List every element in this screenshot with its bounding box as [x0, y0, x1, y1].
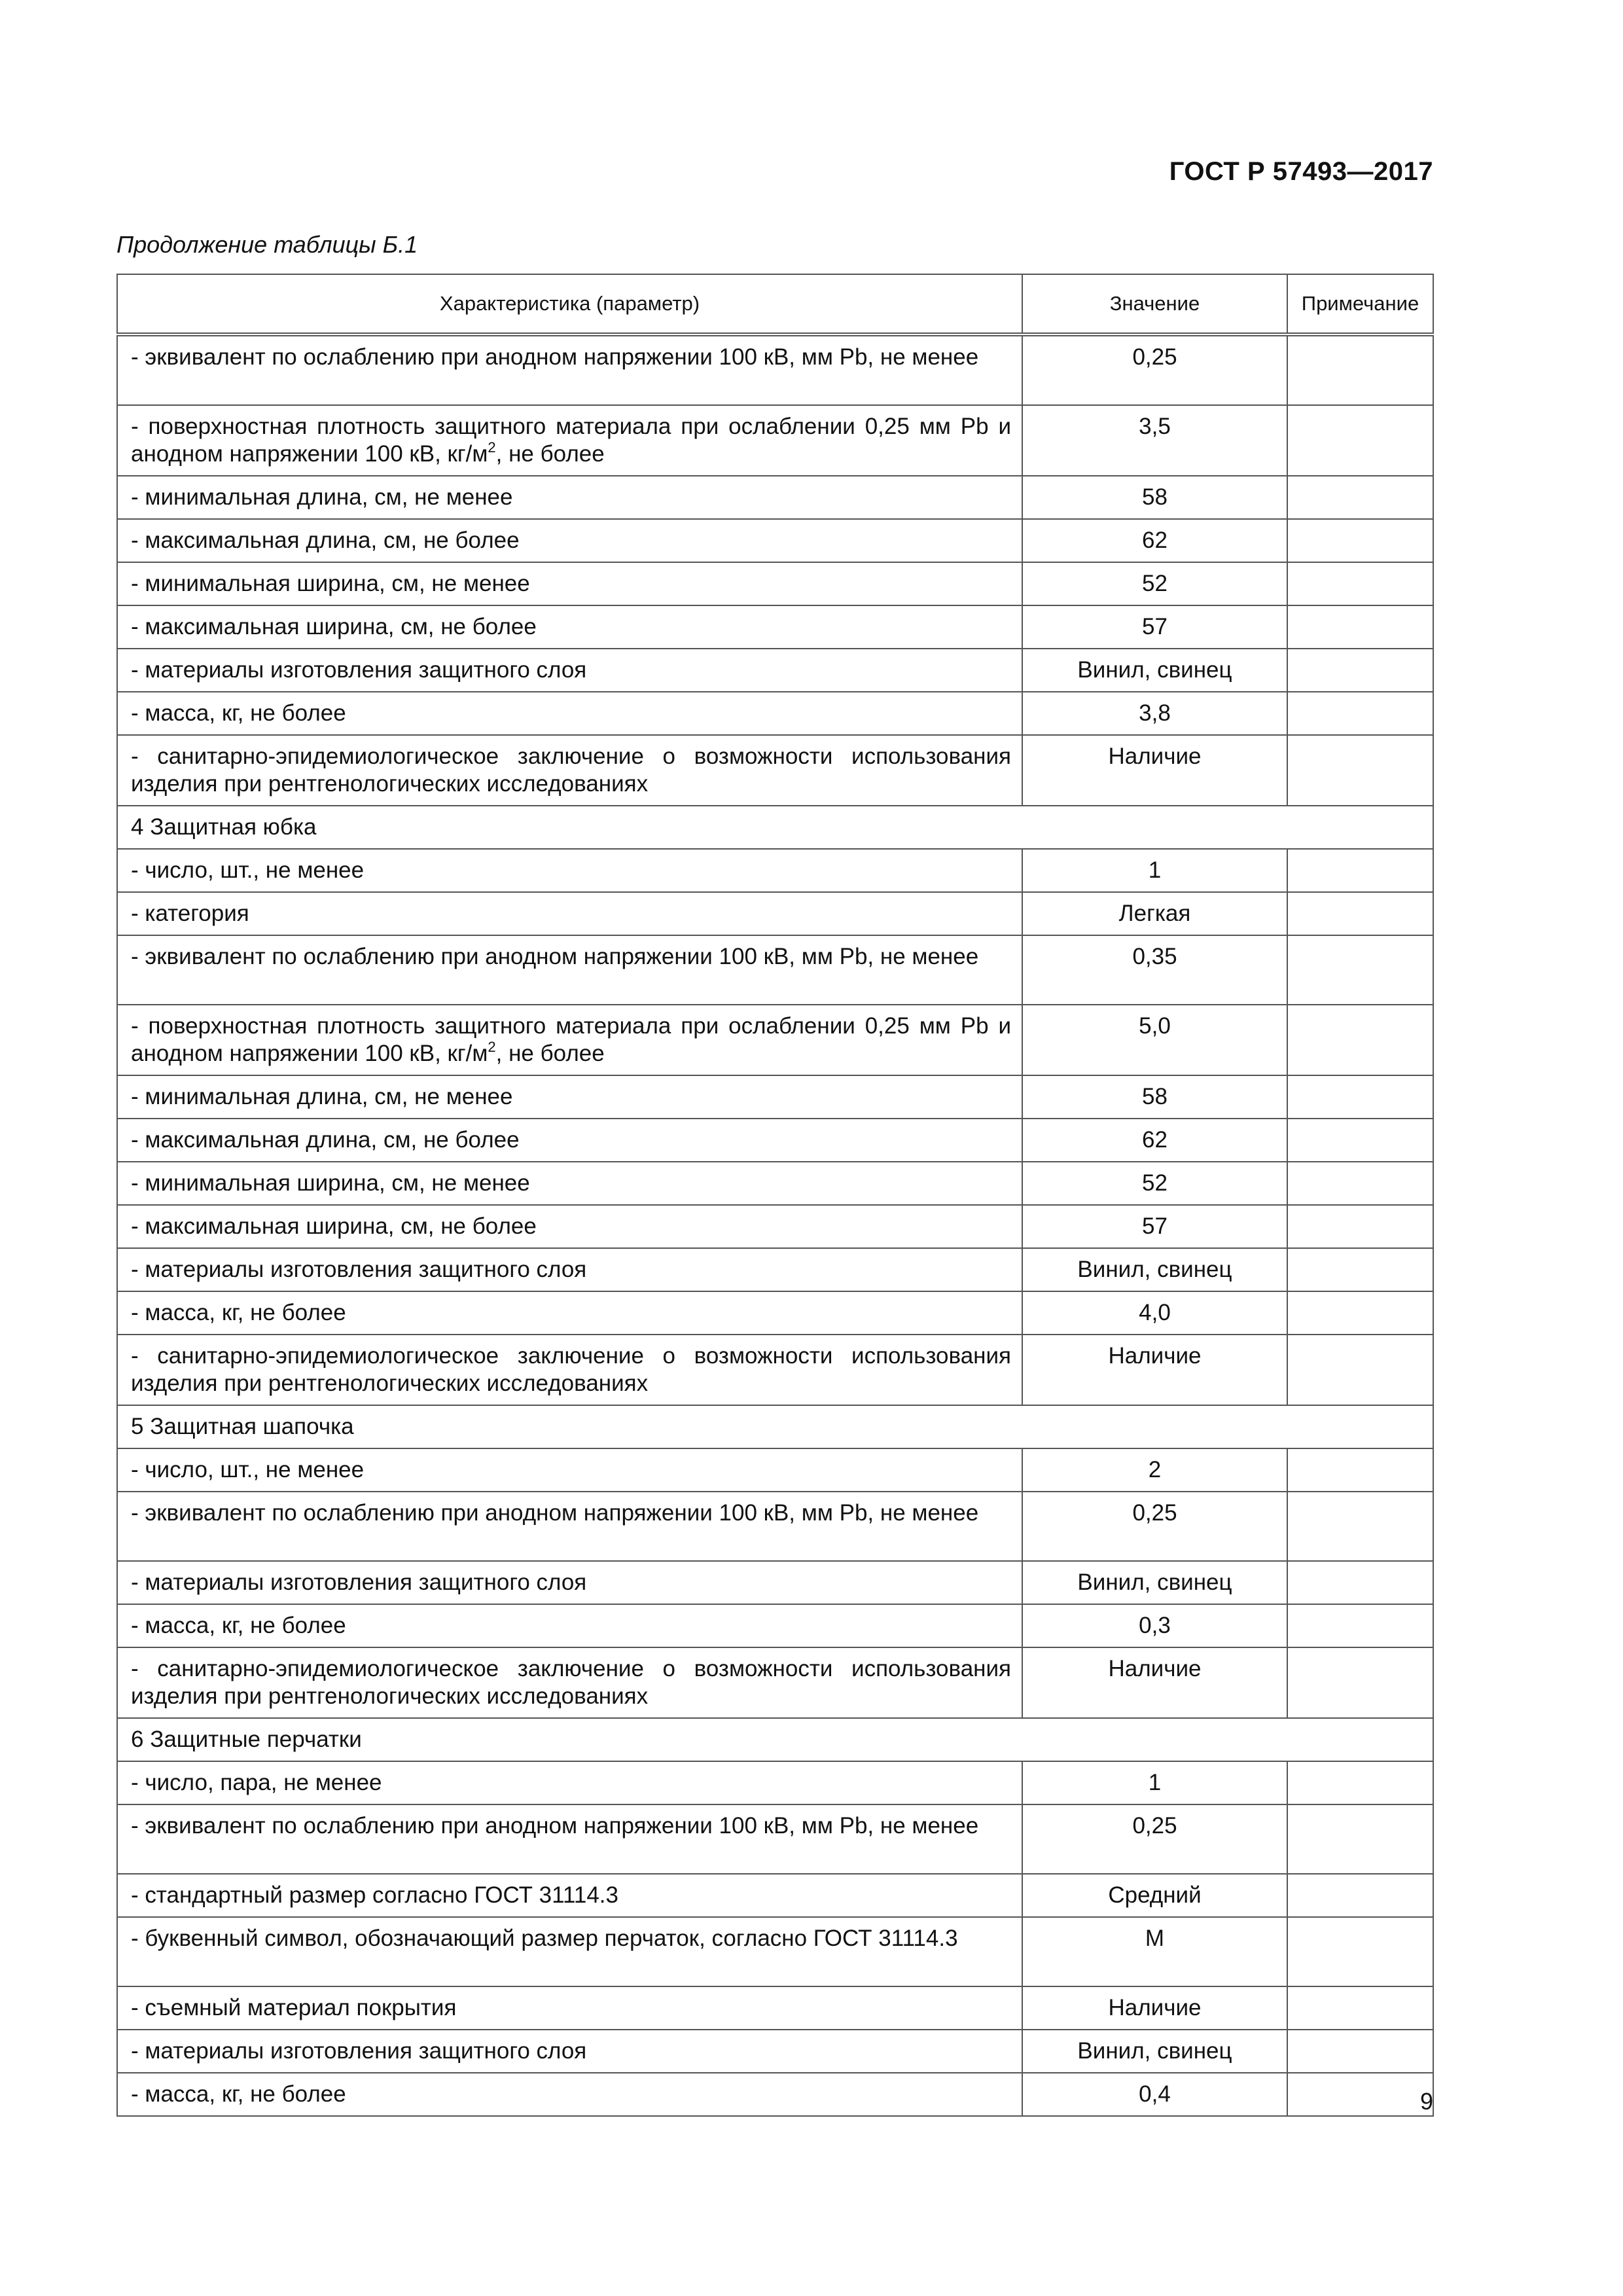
table-row	[117, 1874, 1433, 1917]
value-cell: 58	[1022, 476, 1287, 519]
value-cell: 57	[1022, 605, 1287, 649]
note-cell	[1287, 1205, 1433, 1248]
section-title: 6 Защитные перчатки	[117, 1718, 1433, 1761]
note-cell	[1287, 605, 1433, 649]
value-cell: Винил, свинец	[1022, 649, 1287, 692]
section-title: 5 Защитная шапочка	[117, 1405, 1433, 1448]
column-header-value: Значение	[1022, 274, 1287, 334]
table-row	[117, 605, 1433, 649]
param-cell: - санитарно-эпидемиологическое заключение о возможности использования изделия при рентгенологических исследованиях	[117, 735, 1022, 806]
value-cell: Наличие	[1022, 1335, 1287, 1405]
note-cell	[1287, 849, 1433, 892]
table-row	[117, 1647, 1433, 1718]
param-cell: - масса, кг, не более	[117, 1291, 1022, 1335]
table-row	[117, 1335, 1433, 1405]
param-cell: - поверхностная плотность защитного материала при ослаблении 0,25 мм Pb и анодном напряжении 100 кВ, $кг/м^2$, не более	[117, 405, 1022, 476]
column-header-note: Примечание	[1287, 274, 1433, 334]
param-cell: - эквивалент по ослаблению при анодном напряжении 100 кВ, мм Pb, не менее	[117, 1804, 1022, 1874]
value-cell: 0,25	[1022, 1804, 1287, 1874]
table-row	[117, 1162, 1433, 1205]
value-cell: 0,35	[1022, 935, 1287, 1005]
value-cell: 5,0	[1022, 1005, 1287, 1075]
value-cell: Наличие	[1022, 1986, 1287, 2030]
param-cell: - материалы изготовления защитного слоя	[117, 1248, 1022, 1291]
param-cell: - эквивалент по ослаблению при анодном напряжении 100 кВ, мм Pb, не менее	[117, 334, 1022, 405]
section-title: 4 Защитная юбка	[117, 806, 1433, 849]
table-row	[117, 1761, 1433, 1804]
note-cell	[1287, 1917, 1433, 1986]
note-cell	[1287, 562, 1433, 605]
note-cell	[1287, 1248, 1433, 1291]
note-cell	[1287, 1335, 1433, 1405]
param-cell: - поверхностная плотность защитного материала при ослаблении 0,25 мм Pb и анодном напряжении 100 кВ, $кг/м^2$, не более	[117, 1005, 1022, 1075]
table-row	[117, 519, 1433, 562]
value-cell: 0,25	[1022, 334, 1287, 405]
table-row	[117, 1492, 1433, 1561]
note-cell	[1287, 735, 1433, 806]
table-row	[117, 476, 1433, 519]
param-cell: - минимальная ширина, см, не менее	[117, 562, 1022, 605]
param-cell: - число, шт., не менее	[117, 849, 1022, 892]
param-cell: - масса, кг, не более	[117, 692, 1022, 735]
table-row	[117, 1917, 1433, 1986]
note-cell	[1287, 1561, 1433, 1604]
note-cell	[1287, 1604, 1433, 1647]
table-row	[117, 1561, 1433, 1604]
param-cell: - минимальная длина, см, не менее	[117, 1075, 1022, 1119]
note-cell	[1287, 1647, 1433, 1718]
table-row	[117, 1448, 1433, 1492]
note-cell	[1287, 1804, 1433, 1874]
value-cell: 52	[1022, 1162, 1287, 1205]
section-row	[117, 1718, 1433, 1761]
note-cell	[1287, 1119, 1433, 1162]
table-row	[117, 1248, 1433, 1291]
param-cell: - материалы изготовления защитного слоя	[117, 2030, 1022, 2073]
value-cell: 1	[1022, 849, 1287, 892]
table-body	[117, 334, 1433, 2116]
value-cell: М	[1022, 1917, 1287, 1986]
table-row	[117, 1119, 1433, 1162]
table-header-row	[117, 274, 1433, 334]
table-row	[117, 892, 1433, 935]
value-cell: 2	[1022, 1448, 1287, 1492]
section-row	[117, 1405, 1433, 1448]
value-cell: Средний	[1022, 1874, 1287, 1917]
table-row	[117, 692, 1433, 735]
document-header: ГОСТ Р 57493—2017	[1169, 157, 1433, 186]
value-cell: 58	[1022, 1075, 1287, 1119]
note-cell	[1287, 935, 1433, 1005]
table-row	[117, 2030, 1433, 2073]
param-cell: - санитарно-эпидемиологическое заключение о возможности использования изделия при рентгенологических исследованиях	[117, 1647, 1022, 1718]
value-cell: 62	[1022, 1119, 1287, 1162]
table-row	[117, 562, 1433, 605]
column-header-parameter: Характеристика (параметр)	[117, 274, 1022, 334]
table-row	[117, 1291, 1433, 1335]
value-cell: 4,0	[1022, 1291, 1287, 1335]
note-cell	[1287, 2030, 1433, 2073]
table-row	[117, 1604, 1433, 1647]
value-cell: 0,25	[1022, 1492, 1287, 1561]
value-cell: 0,3	[1022, 1604, 1287, 1647]
table-row	[117, 2073, 1433, 2116]
param-cell: - масса, кг, не более	[117, 2073, 1022, 2116]
param-cell: - буквенный символ, обозначающий размер перчаток, согласно ГОСТ 31114.3	[117, 1917, 1022, 1986]
param-cell: - максимальная длина, см, не более	[117, 1119, 1022, 1162]
value-cell: 52	[1022, 562, 1287, 605]
note-cell	[1287, 892, 1433, 935]
note-cell	[1287, 405, 1433, 476]
value-cell: 1	[1022, 1761, 1287, 1804]
param-cell: - категория	[117, 892, 1022, 935]
note-cell	[1287, 1874, 1433, 1917]
param-cell: - максимальная ширина, см, не более	[117, 1205, 1022, 1248]
table-row	[117, 405, 1433, 476]
table-caption: Продолжение таблицы Б.1	[116, 231, 418, 258]
param-cell: - стандартный размер согласно ГОСТ 31114.3	[117, 1874, 1022, 1917]
param-cell: - эквивалент по ослаблению при анодном напряжении 100 кВ, мм Pb, не менее	[117, 1492, 1022, 1561]
note-cell	[1287, 1492, 1433, 1561]
table-row	[117, 1804, 1433, 1874]
param-cell: - масса, кг, не более	[117, 1604, 1022, 1647]
note-cell	[1287, 692, 1433, 735]
param-cell: - эквивалент по ослаблению при анодном напряжении 100 кВ, мм Pb, не менее	[117, 935, 1022, 1005]
table-row	[117, 1986, 1433, 2030]
note-cell	[1287, 1761, 1433, 1804]
param-cell: - число, пара, не менее	[117, 1761, 1022, 1804]
note-cell	[1287, 1291, 1433, 1335]
value-cell: Винил, свинец	[1022, 1561, 1287, 1604]
table-row	[117, 935, 1433, 1005]
note-cell	[1287, 1005, 1433, 1075]
value-cell: 62	[1022, 519, 1287, 562]
note-cell	[1287, 334, 1433, 405]
param-cell: - максимальная ширина, см, не более	[117, 605, 1022, 649]
table-row	[117, 849, 1433, 892]
param-cell: - число, шт., не менее	[117, 1448, 1022, 1492]
table-row	[117, 334, 1433, 405]
param-cell: - материалы изготовления защитного слоя	[117, 649, 1022, 692]
table-row	[117, 735, 1433, 806]
value-cell: 57	[1022, 1205, 1287, 1248]
param-cell: - материалы изготовления защитного слоя	[117, 1561, 1022, 1604]
note-cell	[1287, 649, 1433, 692]
param-cell: - минимальная длина, см, не менее	[117, 476, 1022, 519]
value-cell: 3,8	[1022, 692, 1287, 735]
note-cell	[1287, 2073, 1433, 2116]
param-cell: - максимальная длина, см, не более	[117, 519, 1022, 562]
value-cell: Винил, свинец	[1022, 1248, 1287, 1291]
param-cell: - съемный материал покрытия	[117, 1986, 1022, 2030]
characteristics-table	[116, 274, 1434, 2117]
note-cell	[1287, 1448, 1433, 1492]
section-row	[117, 806, 1433, 849]
value-cell: Винил, свинец	[1022, 2030, 1287, 2073]
page-number: 9	[1419, 2088, 1433, 2115]
note-cell	[1287, 519, 1433, 562]
param-cell: - минимальная ширина, см, не менее	[117, 1162, 1022, 1205]
table-row	[117, 1005, 1433, 1075]
note-cell	[1287, 1075, 1433, 1119]
value-cell: Легкая	[1022, 892, 1287, 935]
value-cell: 0,4	[1022, 2073, 1287, 2116]
value-cell: Наличие	[1022, 1647, 1287, 1718]
note-cell	[1287, 476, 1433, 519]
value-cell: 3,5	[1022, 405, 1287, 476]
table-row	[117, 1205, 1433, 1248]
note-cell	[1287, 1162, 1433, 1205]
note-cell	[1287, 1986, 1433, 2030]
value-cell: Наличие	[1022, 735, 1287, 806]
table-row	[117, 1075, 1433, 1119]
param-cell: - санитарно-эпидемиологическое заключение о возможности использования изделия при рентгенологических исследованиях	[117, 1335, 1022, 1405]
table-row	[117, 649, 1433, 692]
